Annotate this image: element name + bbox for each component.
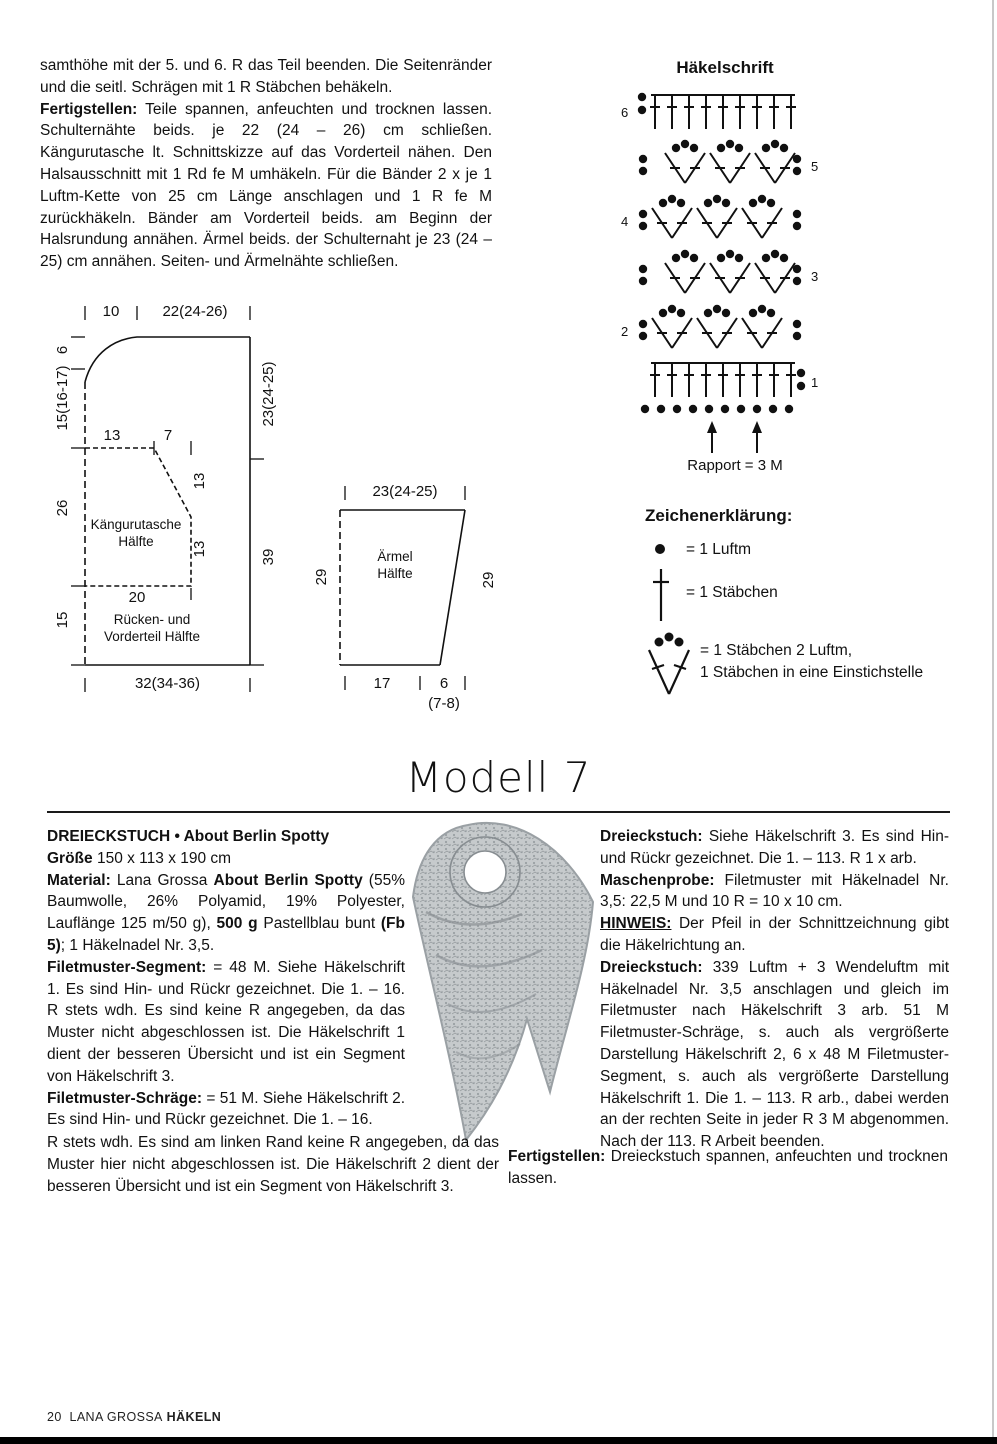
measurement-label: 32(34-36) bbox=[134, 675, 201, 692]
measurement-label: 39 bbox=[260, 548, 277, 566]
model-right-column bbox=[600, 826, 949, 1153]
legend-item-v-line1: = 1 Stäbchen 2 Luftm, bbox=[700, 642, 853, 659]
crochet-chart bbox=[615, 85, 825, 465]
measurement-label: 15(16-17) bbox=[54, 365, 71, 431]
model-left-column bbox=[47, 826, 405, 1131]
page-right-edge bbox=[992, 0, 994, 1444]
measurement-label: 23(24-25) bbox=[372, 483, 438, 500]
v-stitch-icon bbox=[636, 632, 702, 700]
paragraph: Fertigstellen: Teile spannen, anfeuchten und trocknen lassen. Schulternähte beids. je 22 (24 – 26) cm schließen. Kängurutasche lt. Schnittskizze auf das Vorderteil nähen. Den Halsausschnitt mit 1 Rd fe M umhäkeln. Für die Bänder 2 x je 1 Luftm-Kette von 25 cm Länge anschlagen und 1 R fe M zurückhäkeln. Bänder am Vorderteil beids. am Beginn der Halsrundung annähen. Ärmel beids. der Schulternaht je 23 (24 – 25) cm annähen. Seiten- und Ärmelnähte schließen. bbox=[40, 100, 492, 271]
pocket-label-line: Kängurutasche bbox=[90, 517, 182, 532]
measurement-label: 6 bbox=[54, 345, 71, 355]
rapport-label: Rapport = 3 M bbox=[687, 457, 783, 474]
measurement-label: 15 bbox=[54, 611, 71, 629]
measurement-label: 7 bbox=[163, 427, 173, 444]
page-number: 20 bbox=[47, 1410, 62, 1424]
legend-item-staebchen: = 1 Stäbchen bbox=[686, 584, 778, 601]
measurement-label: 20 bbox=[128, 589, 146, 606]
intro-text bbox=[40, 55, 492, 273]
legend-title: Zeichenerklärung: bbox=[645, 506, 793, 525]
measurement-label: 6 bbox=[439, 675, 449, 692]
chain-stitch-icon bbox=[652, 541, 668, 557]
page-footer bbox=[47, 1410, 221, 1424]
section-name: HÄKELN bbox=[166, 1410, 222, 1424]
paragraph: Dreieckstuch: Siehe Häkelschrift 3. Es sind Hin- und Rückr gezeichnet. Die 1. – 113. R 1 x arb. bbox=[600, 828, 949, 867]
paragraph: Material: Lana Grossa About Berlin Spotty (55% Baumwolle, 26% Polyamid, 19% Polyester, Lauflänge 125 m/50 g), 500 g Pastellblau bunt (Fb 5); 1 Häkelnadel Nr. 3,5. bbox=[47, 871, 405, 954]
chart-row-number: 4 bbox=[621, 214, 629, 229]
paragraph: Größe 150 x 113 x 190 cm bbox=[47, 849, 232, 867]
shawl-photo bbox=[396, 812, 608, 1150]
legend-item-luftm: = 1 Luftm bbox=[686, 541, 752, 558]
body-part-label-line: Vorderteil Hälfte bbox=[103, 629, 201, 644]
measurement-label: 13 bbox=[103, 427, 121, 444]
measurement-label: 10 bbox=[102, 303, 120, 320]
magazine-name: LANA GROSSA bbox=[69, 1410, 163, 1424]
paragraph: Filetmuster-Segment: = 48 M. Siehe Häkelschrift 1. Es sind Hin- und Rückr gezeichnet. Die 1. – 16. R stets wdh. Es sind keine R angegeben, da das Muster nicht abgeschlossen ist. Die Häkelschrift 1 dient der besseren Übersicht und ist ein Segment von Häkelschrift 3. bbox=[47, 958, 405, 1085]
paragraph: DREIECKSTUCH • About Berlin Spotty bbox=[47, 828, 330, 845]
pocket-label-line: Hälfte bbox=[118, 534, 154, 549]
paragraph: HINWEIS: Der Pfeil in der Schnittzeichnung gibt die Häkelrichtung an. bbox=[600, 915, 949, 954]
chart-row-number: 1 bbox=[811, 375, 819, 390]
finishing-paragraph: Fertigstellen: Dreieckstuch spannen, anfeuchten und trocknen lassen. bbox=[508, 1148, 948, 1187]
sleeve-label-line: Hälfte bbox=[377, 566, 413, 581]
chart-row-number: 3 bbox=[811, 269, 819, 284]
legend-item-v-line2: 1 Stäbchen in eine Einstichstelle bbox=[700, 664, 924, 681]
measurement-label: 22(24-26) bbox=[162, 303, 228, 320]
chart-row-number: 6 bbox=[621, 105, 629, 120]
paragraph: Filetmuster-Schräge: = 51 M. Siehe Häkelschrift 2. Es sind Hin- und Rückr gezeichnet. Die 1. – 16. bbox=[47, 1089, 405, 1129]
body-part-label-line: Rücken- und bbox=[113, 612, 191, 627]
model-left-column-continued: R stets wdh. Es sind am linken Rand keine R angegeben, da das Muster hier nicht abgeschlossen ist. Die Häkelschrift 2 dient der besseren Übersicht und ist ein Segment von Häkelschrift 3. bbox=[47, 1134, 499, 1195]
measurement-label: 13 bbox=[191, 540, 208, 558]
measurement-label: 29 bbox=[313, 568, 330, 586]
measurement-label: (7-8) bbox=[428, 695, 460, 712]
pocket-label bbox=[84, 516, 188, 550]
model-title: Modell 7 bbox=[405, 753, 592, 802]
chart-row-number: 2 bbox=[621, 324, 629, 339]
page-bottom-edge bbox=[0, 1437, 997, 1444]
paragraph: Maschenprobe: Filetmuster mit Häkelnadel Nr. 3,5: 22,5 M und 10 R = 10 x 10 cm. bbox=[600, 871, 949, 911]
measurement-label: 26 bbox=[54, 499, 71, 517]
double-crochet-icon bbox=[650, 566, 672, 624]
body-part-label bbox=[90, 611, 214, 645]
chart-row-number: 5 bbox=[811, 159, 819, 174]
paragraph: samthöhe mit der 5. und 6. R das Teil beenden. Die Seitenränder und die seitl. Schrägen mit 1 R Stäbchen behäkeln. bbox=[40, 57, 492, 96]
paragraph: Dreieckstuch: 339 Luftm + 3 Wendeluftm mit Häkelnadel Nr. 3,5 anschlagen und gleich im Filetmuster nach Häkelschrift 3 arb. 51 M Filetmuster-Schräge, s. auch als vergrößerte Darstellung Häkelschrift 2, 6 x 48 M Filetmuster-Segment, s. auch als vergrößerte Darstellung Häkelschrift 1. Die 1. – 113. R arb., dabei werden an der rechten Seite in jeder R 3 M abgenommen. Nach der 113. R Arbeit beenden. bbox=[600, 958, 949, 1151]
sleeve-label bbox=[346, 548, 444, 582]
measurement-label: 17 bbox=[373, 675, 391, 692]
measurement-label: 13 bbox=[191, 472, 208, 490]
measurement-label: 29 bbox=[480, 571, 497, 589]
measurement-label: 23(24-25) bbox=[260, 361, 277, 427]
crochet-chart-title: Häkelschrift bbox=[676, 58, 774, 77]
sleeve-label-line: Ärmel bbox=[377, 549, 413, 564]
